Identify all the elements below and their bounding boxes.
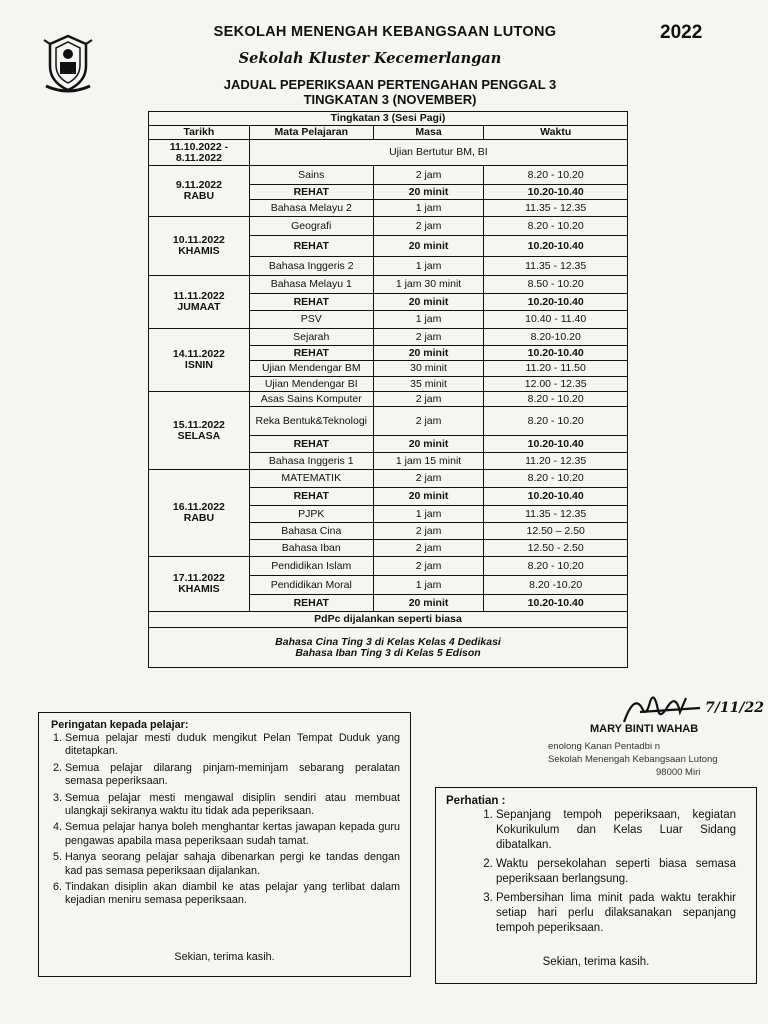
duration-cell: 20 minit bbox=[373, 436, 484, 453]
subject-cell: Bahasa Melayu 1 bbox=[249, 276, 373, 294]
duration-cell: 2 jam bbox=[373, 407, 484, 436]
duration-cell: 2 jam bbox=[373, 540, 484, 557]
time-cell: 8.20 - 10.20 bbox=[484, 407, 628, 436]
duration-cell: 1 jam 15 minit bbox=[373, 453, 484, 470]
table-row bbox=[149, 166, 628, 185]
duration-cell: 1 jam bbox=[373, 506, 484, 523]
date-cell bbox=[149, 557, 250, 612]
time-cell: 12.50 - 2.50 bbox=[484, 540, 628, 557]
table-row bbox=[149, 217, 628, 236]
time-cell: 12.00 - 12.35 bbox=[484, 377, 628, 392]
time-cell: 10.20-10.40 bbox=[484, 595, 628, 612]
exam-day: SELASA bbox=[177, 429, 221, 442]
subject-cell: Reka Bentuk&Teknologi bbox=[249, 407, 373, 436]
exam-date: 15.11.2022 bbox=[172, 418, 225, 431]
subject-cell: PSV bbox=[249, 311, 373, 329]
pdpc-note-cell: PdPc dijalankan seperti biasa bbox=[149, 612, 628, 628]
warning-item: 6. Tindakan disiplin akan diambil ke atas pelajar yang terlibat dalam kejadian meniru semasa peperiksaan. bbox=[65, 881, 400, 908]
duration-cell: 20 minit bbox=[373, 346, 484, 361]
student-warnings-box bbox=[38, 712, 411, 977]
exam-day: JUMAAT bbox=[177, 301, 221, 313]
duration-cell: 30 minit bbox=[373, 361, 484, 377]
exam-day: RABU bbox=[183, 512, 215, 524]
time-cell: 8.20 -10.20 bbox=[484, 576, 628, 595]
subject-cell: Pendidikan Islam bbox=[249, 557, 373, 576]
duration-cell: 2 jam bbox=[373, 392, 484, 407]
time-cell: 8.20 - 10.20 bbox=[484, 166, 628, 185]
time-cell: 8.20 - 10.20 bbox=[484, 217, 628, 236]
time-cell: 12.50 – 2.50 bbox=[484, 523, 628, 540]
exam-date: 17.11.2022 bbox=[172, 572, 225, 584]
column-header: Mata Pelajaran bbox=[249, 126, 373, 140]
exam-date: 16.11.2022 bbox=[172, 501, 225, 513]
warning-item: 2. Semua pelajar dilarang pinjam-meminjam sebarang peralatan semasa peperiksaan. bbox=[65, 762, 400, 789]
time-cell: 11.20 - 12.35 bbox=[484, 453, 628, 470]
subject-cell: Asas Sains Komputer bbox=[249, 392, 373, 407]
notice-closing: Sekian, terima kasih. bbox=[542, 956, 650, 968]
date-cell bbox=[149, 329, 250, 392]
exam-day: RABU bbox=[183, 190, 215, 202]
column-header: Tarikh bbox=[149, 126, 250, 140]
time-cell: 11.35 - 12.35 bbox=[484, 506, 628, 523]
table-row bbox=[149, 612, 628, 628]
duration-cell: 2 jam bbox=[373, 523, 484, 540]
table-row bbox=[149, 628, 628, 668]
signatory-name: MARY BINTI WAHAB bbox=[590, 723, 699, 735]
time-cell: 10.40 - 11.40 bbox=[484, 311, 628, 329]
table-row bbox=[149, 276, 628, 294]
table-row bbox=[149, 329, 628, 346]
time-cell: 10.20-10.40 bbox=[484, 488, 628, 506]
date-cell: 11.10.2022 - 8.11.2022 bbox=[149, 140, 250, 166]
duration-cell: 2 jam bbox=[373, 470, 484, 488]
iban-class-note: Bahasa Iban Ting 3 di Kelas 5 Edison bbox=[295, 646, 481, 659]
subject-cell: Ujian Mendengar BM bbox=[249, 361, 373, 377]
warning-item: 3. Semua pelajar mesti mengawal disiplin sendiri atau membuat ulangkaji sekiranya waktu itu tidak ada peperiksaan. bbox=[65, 792, 400, 819]
time-cell: 8.20 - 10.20 bbox=[484, 470, 628, 488]
subject-cell: Ujian Mendengar BI bbox=[249, 377, 373, 392]
duration-cell: 20 minit bbox=[373, 595, 484, 612]
school-crest-logo bbox=[42, 32, 94, 94]
table-row bbox=[149, 557, 628, 576]
duration-cell: 2 jam bbox=[373, 329, 484, 346]
time-cell: 8.20 - 10.20 bbox=[484, 392, 628, 407]
column-header: Waktu bbox=[484, 126, 628, 140]
subject-cell: REHAT bbox=[249, 488, 373, 506]
duration-cell: 2 jam bbox=[373, 166, 484, 185]
duration-cell: 20 minit bbox=[373, 236, 484, 257]
time-cell: 10.20-10.40 bbox=[484, 185, 628, 200]
warnings-list bbox=[39, 732, 400, 911]
table-row bbox=[149, 140, 628, 166]
exam-day: ISNIN bbox=[184, 359, 213, 371]
warning-item: 1. Semua pelajar mesti duduk mengikut Pelan Tempat Duduk yang ditetapkan. bbox=[65, 732, 400, 759]
subject-cell: Sains bbox=[249, 166, 373, 185]
language-class-note-cell bbox=[149, 628, 628, 668]
notice-item: 1. Sepanjang tempoh peperiksaan, kegiatan Kokurikulum dan Kelas Luar Sidang dibatalkan. bbox=[496, 808, 736, 853]
duration-cell: 1 jam bbox=[373, 311, 484, 329]
subject-cell: MATEMATIK bbox=[249, 470, 373, 488]
subject-cell: REHAT bbox=[249, 236, 373, 257]
table-row bbox=[149, 392, 628, 407]
duration-cell: 35 minit bbox=[373, 377, 484, 392]
time-cell: 10.20-10.40 bbox=[484, 236, 628, 257]
subject-cell: REHAT bbox=[249, 294, 373, 311]
time-cell: 10.20-10.40 bbox=[484, 346, 628, 361]
exam-date: 9.11.2022 bbox=[175, 179, 222, 191]
subject-cell: Bahasa Inggeris 1 bbox=[249, 453, 373, 470]
subject-cell: Bahasa Inggeris 2 bbox=[249, 257, 373, 276]
oral-test-cell: Ujian Bertutur BM, BI bbox=[249, 140, 627, 166]
duration-cell: 1 jam 30 minit bbox=[373, 276, 484, 294]
exam-day: KHAMIS bbox=[178, 583, 220, 595]
subject-cell: Bahasa Cina bbox=[249, 523, 373, 540]
duration-cell: 1 jam bbox=[373, 200, 484, 217]
school-motto: Sekolah Kluster Kecemerlangan bbox=[238, 50, 502, 67]
signatory-position: enolong Kanan Pentadbi n Sekolah Menengah Kebangsaan Lutong 98000 Miri bbox=[548, 741, 718, 778]
time-cell: 8.50 - 10.20 bbox=[484, 276, 628, 294]
subject-cell: REHAT bbox=[249, 346, 373, 361]
time-cell: 11.35 - 12.35 bbox=[484, 257, 628, 276]
date-cell bbox=[149, 392, 250, 470]
exam-subtitle: TINGKATAN 3 (NOVEMBER) bbox=[303, 92, 477, 107]
school-name: SEKOLAH MENENGAH KEBANGSAAN LUTONG bbox=[213, 24, 557, 40]
subject-cell: PJPK bbox=[249, 506, 373, 523]
subject-cell: Pendidikan Moral bbox=[249, 576, 373, 595]
duration-cell: 1 jam bbox=[373, 576, 484, 595]
date-cell bbox=[149, 166, 250, 217]
year-label: 2022 bbox=[660, 22, 703, 43]
duration-cell: 20 minit bbox=[373, 488, 484, 506]
date-cell bbox=[149, 470, 250, 557]
subject-cell: Sejarah bbox=[249, 329, 373, 346]
duration-cell: 20 minit bbox=[373, 294, 484, 311]
warnings-closing: Sekian, terima kasih. bbox=[174, 951, 275, 963]
time-cell: 8.20-10.20 bbox=[484, 329, 628, 346]
timetable-body bbox=[149, 140, 628, 668]
subject-cell: Geografi bbox=[249, 217, 373, 236]
table-row bbox=[149, 470, 628, 488]
chinese-class-note: Bahasa Cina Ting 3 di Kelas Kelas 4 Dedikasi bbox=[275, 635, 501, 648]
time-cell: 10.20-10.40 bbox=[484, 436, 628, 453]
subject-cell: Bahasa Melayu 2 bbox=[249, 200, 373, 217]
warning-item: 4. Semua pelajar hanya boleh menghantar kertas jawapan kepada guru pengawas apabila masa peperiksaan sudah tamat. bbox=[65, 821, 400, 848]
exam-date: 11.11.2022 bbox=[173, 290, 225, 302]
duration-cell: 2 jam bbox=[373, 557, 484, 576]
exam-timetable bbox=[148, 111, 628, 668]
exam-title: JADUAL PEPERIKSAAN PERTENGAHAN PENGGAL 3 bbox=[223, 77, 557, 92]
exam-date: 14.11.2022 bbox=[172, 348, 225, 360]
duration-cell: 2 jam bbox=[373, 217, 484, 236]
subject-cell: REHAT bbox=[249, 185, 373, 200]
session-header: Tingkatan 3 (Sesi Pagi) bbox=[149, 112, 628, 126]
exam-date: 10.11.2022 bbox=[172, 234, 225, 246]
notice-item: 3. Pembersihan lima minit pada waktu terakhir setiap hari perlu dilaksanakan sepanjang tempoh peperiksaan. bbox=[496, 891, 736, 936]
time-cell: 11.35 - 12.35 bbox=[484, 200, 628, 217]
date-cell bbox=[149, 276, 250, 329]
notice-box bbox=[435, 787, 757, 984]
exam-day: KHAMIS bbox=[178, 245, 220, 257]
time-cell: 10.20-10.40 bbox=[484, 294, 628, 311]
subject-cell: Bahasa Iban bbox=[249, 540, 373, 557]
notice-item: 2. Waktu persekolahan seperti biasa semasa peperiksaan berlangsung. bbox=[496, 857, 736, 887]
subject-cell: REHAT bbox=[249, 436, 373, 453]
duration-cell: 20 minit bbox=[373, 185, 484, 200]
time-cell: 8.20 - 10.20 bbox=[484, 557, 628, 576]
warnings-heading: Peringatan kepada pelajar: bbox=[51, 719, 189, 731]
notice-list bbox=[436, 808, 736, 940]
duration-cell: 1 jam bbox=[373, 257, 484, 276]
column-header: Masa bbox=[373, 126, 484, 140]
signature-date: 7/11/22 bbox=[705, 700, 764, 716]
subject-cell: REHAT bbox=[249, 595, 373, 612]
notice-heading: Perhatian : bbox=[446, 795, 506, 807]
warning-item: 5. Hanya seorang pelajar sahaja dibenarkan pergi ke tandas dengan kad pas semasa peperiksaan dijalankan. bbox=[65, 851, 400, 878]
date-cell bbox=[149, 217, 250, 276]
time-cell: 11.20 - 11.50 bbox=[484, 361, 628, 377]
